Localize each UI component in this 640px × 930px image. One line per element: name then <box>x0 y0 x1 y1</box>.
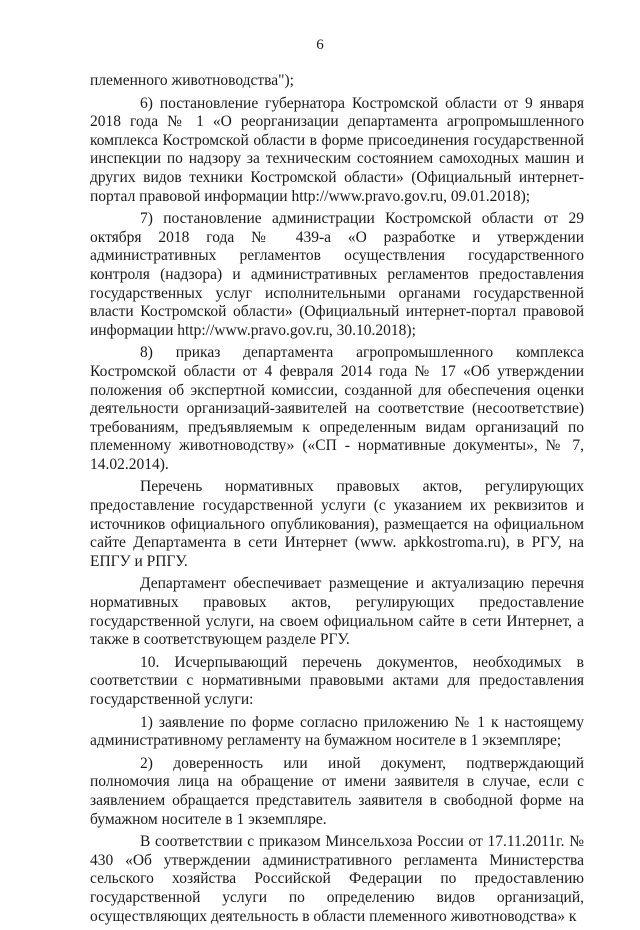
document-body <box>90 72 584 930</box>
paragraph-item-7: 7) постановление администрации Костромской области от 29 октября 2018 года № 439-а «О разработке и утверждении административных регламентов осуществления государственного контроля (надзора) и административных регламентов предоставления государственных услуг исполнительными органами государственной власти Костромской области» (Официальный интернет-портал правовой информации http://www.pravo.gov.ru, 30.10.2018); <box>90 210 584 339</box>
paragraph-department-duty: Департамент обеспечивает размещение и актуализацию перечня нормативных правовых актов, регулирующих предоставление государственной услуги, на своем официальном сайте в сети Интернет, а также в соответствующем разделе РГУ. <box>90 575 584 649</box>
paragraph-order-430: В соответствии с приказом Минсельхоза России от 17.11.2011г. № 430 «Об утверждении административного регламента Министерства сельского хозяйства Российской Федерации по предоставлению государственной услуги по определению видов организаций, осуществляющих деятельность в области племенного животноводства» к <box>90 833 584 925</box>
paragraph-doc-1: 1) заявление по форме согласно приложению № 1 к настоящему административному регламенту на бумажном носителе в 1 экземпляре; <box>90 713 584 750</box>
paragraph-item-8: 8) приказ департамента агропромышленного комплекса Костромской области от 4 февраля 2014 года № 17 «Об утверждении положения об экспертной комиссии, созданной для обеспечения оценки деятельности организаций-заявителей на соответствие (несоответствие) требованиям, предъявляемым к определенным видам организаций по племенному животноводству» («СП - нормативные документы», № 7, 14.02.2014). <box>90 344 584 473</box>
paragraph-list-publication: Перечень нормативных правовых актов, регулирующих предоставление государственной услуги (с указанием их реквизитов и источников официального опубликования), размещается на официальном сайте Департамента в сети Интернет (www. apkkostroma.ru), в РГУ, на ЕПГУ и РПГУ. <box>90 478 584 570</box>
paragraph-section-10: 10. Исчерпывающий перечень документов, необходимых в соответствии с нормативными правовыми актами для предоставления государственной услуги: <box>90 653 584 708</box>
paragraph-continuation: племенного животноводства"); <box>90 72 294 89</box>
paragraph-doc-2: 2) доверенность или иной документ, подтверждающий полномочия лица на обращение от имени заявителя в случае, если с заявлением обращается представитель заявителя в свободной форме на бумажном носителе в 1 экземпляре. <box>90 754 584 828</box>
paragraph-item-6: 6) постановление губернатора Костромской области от 9 января 2018 года № 1 «О реорганизации департамента агропромышленного комплекса Костромской области в форме присоединения государственной инспекции по надзору за техническим состоянием самоходных машин и других видов техники Костромской области» (Официальный интернет-портал правовой информации http://www.pravo.gov.ru, 09.01.2018); <box>90 94 584 205</box>
page-number: 6 <box>316 37 324 53</box>
